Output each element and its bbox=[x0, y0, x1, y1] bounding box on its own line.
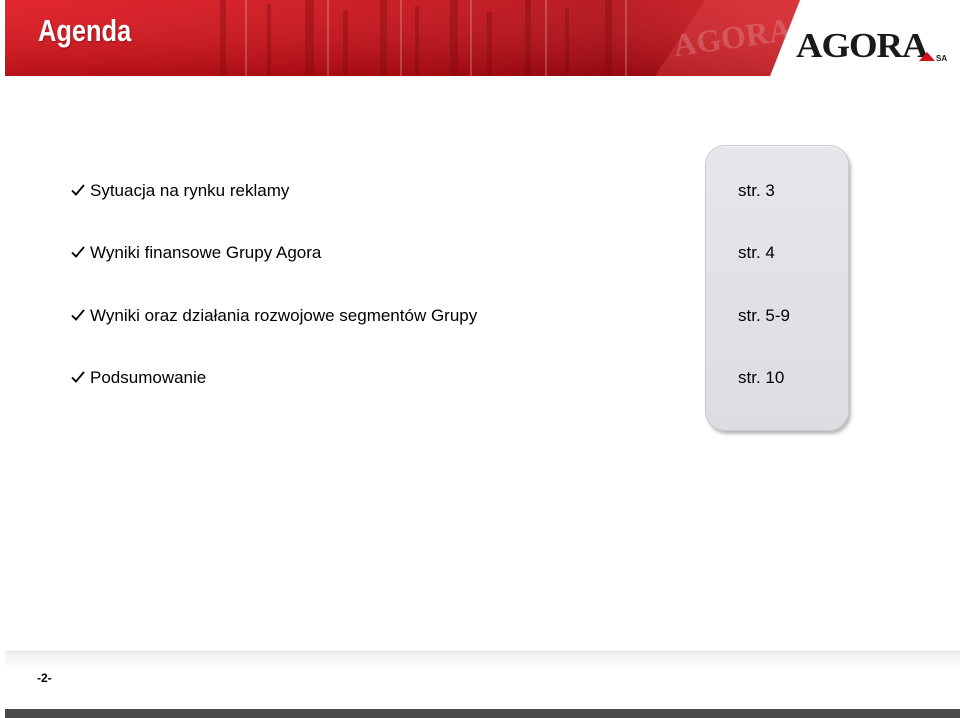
agenda-item bbox=[70, 367, 830, 391]
footer-bar bbox=[5, 709, 960, 718]
logo-wordmark: AGORA bbox=[796, 26, 928, 65]
svg-text:AGORA: AGORA bbox=[670, 11, 794, 64]
agenda-item-label: Podsumowanie bbox=[90, 368, 207, 387]
agenda-item bbox=[70, 305, 830, 329]
agenda-item bbox=[70, 242, 830, 266]
checkmark-icon bbox=[70, 244, 86, 260]
checkmark-icon bbox=[70, 369, 86, 385]
agenda-item-page: str. 10 bbox=[738, 368, 785, 387]
agenda-item-label: Sytuacja na rynku reklamy bbox=[90, 181, 290, 200]
agenda-item-page: str. 4 bbox=[738, 243, 775, 262]
logo-triangle-icon bbox=[919, 52, 935, 61]
agenda-item-page: str. 3 bbox=[738, 181, 775, 200]
checkmark-icon bbox=[70, 307, 86, 323]
checkmark-icon bbox=[70, 182, 86, 198]
agenda-item-label: Wyniki finansowe Grupy Agora bbox=[90, 243, 322, 262]
slide-title: Agenda bbox=[38, 13, 132, 48]
logo-suffix: SA bbox=[936, 54, 948, 63]
footer-band bbox=[5, 651, 960, 710]
agenda-item-label: Wyniki oraz działania rozwojowe segmentów Grupy bbox=[90, 306, 478, 325]
page-number: -2- bbox=[37, 671, 52, 685]
agenda-item-page: str. 5-9 bbox=[738, 306, 790, 325]
agenda-item bbox=[70, 180, 830, 204]
